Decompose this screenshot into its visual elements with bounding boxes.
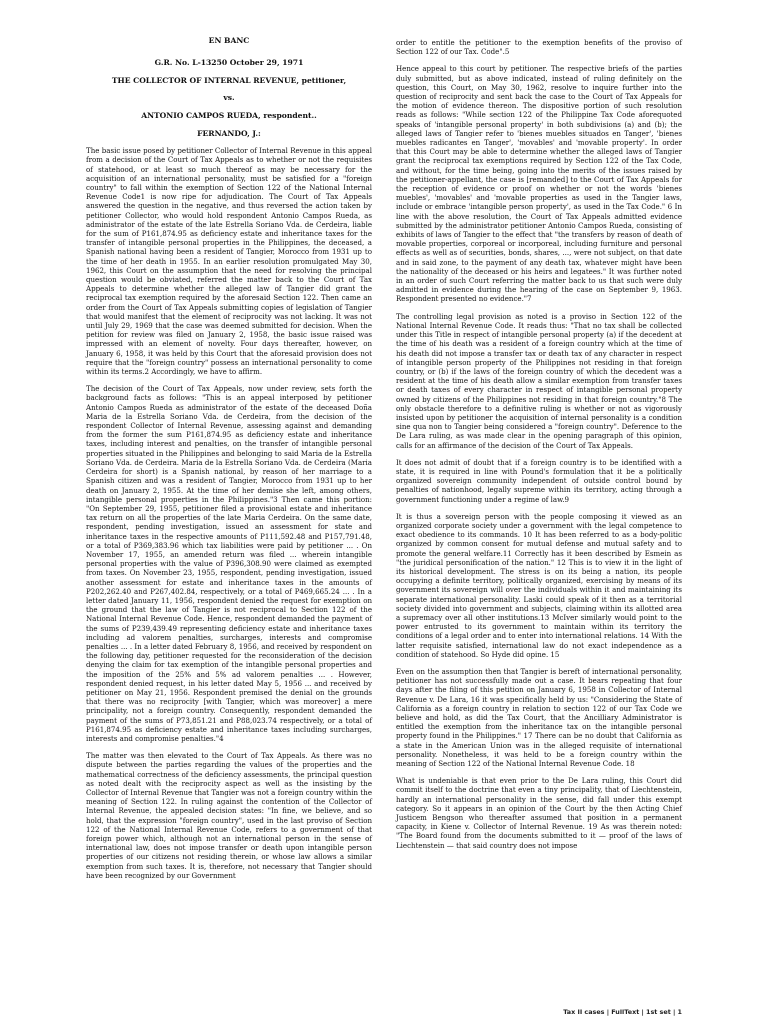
paragraph-right-1: order to entitle the petitioner to the exemption benefits of the proviso of Section 122 of our Tax. Code".5 [396,38,682,57]
page-footer: Tax II cases | FullText | 1st set | 1 [563,1008,682,1016]
paragraph-left-1: The basic issue posed by petitioner Collector of Internal Revenue in this appeal from a decision of the Court of Tax Appeals as to whether or not the requisites of statehood, or at least so much thereof as may be necessary for the acquisition of an international personality, must be satisfied for a "foreign country" to fall within the exemption of Section 122 of the National Internal Revenue Code1 is now ripe for adjudication. The Court of Tax Appeals answered the question in the negative, and thus reversed the action taken by petitioner Collector, who would hold respondent Antonio Campos Rueda, as administrator of the estate of the late Estrella Soriano Vda. de Cerdeira, liable for the sum of P161,874.95 as deficiency estate and inheritance taxes for the transfer of intangible personal properties in the Philippines, the deceased, a Spanish national having been a resident of Tangier, Morocco from 1931 up to the time of her death in 1955. In an earlier resolution promulgated May 30, 1962, this Court on the assumption that the need for resolving the principal question would be obviated, referred the matter back to the Court of Tax Appeals to determine whether the alleged law of Tangier did grant the reciprocal tax exemption required by the aforesaid Section 122. Then came an order from the Court of Tax Appeals submitting copies of legislation of Tangier that would manifest that the element of reciprocity was not lacking. It was not until July 29, 1969 that the case was deemed submitted for decision. When the petition for review was filed on January 2, 1958, the basic issue raised was impressed with an element of novelty. Four days thereafter, however, on January 6, 1958, it was held by this Court that the aforesaid provision does not require that the "foreign country" possess an international personality to come within its terms.2 Accordingly, we have to affirm. [86,146,372,377]
respondent: ANTONIO CAMPOS RUEDA, respondent.. [141,111,317,121]
ponente: FERNANDO, J.: [197,128,261,138]
right-column [396,38,682,858]
versus: vs. [223,93,235,103]
paragraph-right-7: What is undeniable is that even prior to the De Lara ruling, this Court did commit itself to the doctrine that even a tiny principality, that of Liechtenstein, hardly an international personality in the sense, did fall under this exempt category. So it appears in an opinion of the Court by the then Acting Chief Justicem Bengson who thereafter assumed that position in a permanent capacity, in Kiene v. Collector of Internal Revenue. 19 As was therein noted: "The Board found from the documents submitted to it — proof of the laws of Liechtenstein — that said country does not impose [396,776,682,850]
paragraph-right-3: The controlling legal provision as noted is a proviso in Section 122 of the National Internal Revenue Code. It reads thus: "That no tax shall be collected under this Title in respect of intangible personal property (a) if the decedent at the time of his death was a resident of a foreign country which at the time of his death did not impose a transfer tax or death tax of any character in respect of intangible person property of the Philippines not residing in that foreign country, or (b) if the laws of the foreign country of which the decedent was a resident at the time of his death allow a similar exemption from transfer taxes or death taxes of every character in respect of intangible personal property owned by citizens of the Philippines not residing in that foreign country."8 The only obstacle therefore to a definitive ruling is whether or not as vigorously insisted upon by petitioner the acquisition of internal personality is a condition sine qua non to Tangier being considered a "foreign country". Deference to the De Lara ruling, as was made clear in the opening paragraph of this opinion, calls for an affirmance of the decision of the Court of Tax Appeals. [396,311,682,450]
paragraph-right-5: It is thus a sovereign person with the people composing it viewed as an organized corporate society under a government with the legal competence to exact obedience to its commands. 10 It has been referred to as a body-politic organized by common consent for mutual defense and mutual safety and to promote the general welfare.11 Correctly has it been described by Esmein as "the juridical personification of the nation." 12 This is to view it in the light of its historical development. The stress is on its being a nation, its people occupying a definite territory, politically organized, exercising by means of its government its sovereign will over the individuals within it and maintaining its separate international personality. Laski could speak of it then as a territorial society divided into government and subjects, claiming within its allotted area a supremacy over all other institutions.13 McIver similarly would point to the power entrusted to its government to maintain within its territory the conditions of a legal order and to enter into international relations. 14 With the latter requisite satisfied, international law do not exact independence as a condition of statehood. So Hyde did opine. 15 [396,511,682,659]
petitioner: THE COLLECTOR OF INTERNAL REVENUE, petitioner, [111,75,347,85]
paragraph-right-4: It does not admit of doubt that if a foreign country is to be identified with a state, it is required in line with Pound's formulation that it be a politically organized sovereign community independent of outside control bound by penalties of nationhood, legally supreme within its territory, acting through a government functioning under a regime of law.9 [396,457,682,504]
paragraph-right-2: Hence appeal to this court by petitioner. The respective briefs of the parties duly submitted, but as above indicated, instead of ruling definitely on the question, this Court, on May 30, 1962, resolve to inquire further into the question of reciprocity and sent back the case to the Court of Tax Appeals for the motion of evidence thereon. The dispositive portion of such resolution reads as follows: "While section 122 of the Philippine Tax Code aforequoted speaks of 'intangible personal property' in both subdivisions (a) and (b); the alleged laws of Tangier refer to 'bienes muebles situados en Tanger', 'bienes muebles radicantes en Tanger', 'movables' and 'movable property'. In order that this Court may be able to determine whether the alleged laws of Tangier grant the reciprocal tax exemptions required by Section 122 of the Tax Code, and without, for the time being, going into the merits of the issues raised by the petitioner-appellant, the case is [remanded] to the Court of Tax Appeals for the reception of evidence or proof on whether or not the words 'bienes muebles', 'movables' and 'movable properties as used in the Tangier laws, include or embrace 'intangible person property', as used in the Tax Code." 6 In line with the above resolution, the Court of Tax Appeals admitted evidence submitted by the administrator petitioner Antonio Campos Rueda, consisting of exhibits of laws of Tangier to the effect that "the transfers by reason of death of movable properties, corporeal or incorporeal, including furniture and personal effects as well as of securities, bonds, shares, ..., were not subject, on that date and in said zone, to the payment of any death tax, whatever might have been the nationality of the deceased or his heirs and legatees." It was further noted in an order of such Court referring the matter back to us that such were duly admitted in evidence during the hearing of the case on September 9, 1963. Respondent presented no evidence."7 [396,64,682,304]
left-column [86,36,372,888]
case-header [86,36,372,121]
paragraph-left-2: The decision of the Court of Tax Appeals, now under review, sets forth the background facts as follows: "This is an appeal interposed by petitioner Antonio Campos Rueda as administrator of the estate of the deceased Doña Maria de la Estrella Soriano Vda. de Cerdeira, from the decision of the respondent Collector of Internal Revenue, assessing against and demanding from the former the sum P161,874.95 as deficiency estate and inheritance taxes, including interest and penalties, on the transfer of intangible personal properties situated in the Philippines and belonging to said Maria de la Estrella Soriano Vda. de Cerdeira. Maria de la Estrella Soriano Vda. de Cerdeira (Maria Cerdeira for short) is a Spanish national, by reason of her marriage to a Spanish citizen and was a resident of Tangier, Morocco from 1931 up to her death on January 2, 1955. At the time of her demise she left, among others, intangible personal properties in the Philippines."3 Then came this portion: "On September 29, 1955, petitioner filed a provisional estate and inheritance tax return on all the properties of the late Maria Cerdeira. On the same date, respondent, pending investigation, issued an assessment for state and inheritance taxes in the respective amounts of P111,592.48 and P157,791.48, or a total of P369,383.96 which tax liabilities were paid by petitioner ... . On November 17, 1955, an amended return was filed ... wherein intangible personal properties with the value of P396,308.90 were claimed as exempted from taxes. On November 23, 1955, respondent, pending investigation, issued another assessment for estate and inheritance taxes in the amounts of P202,262.40 and P267,402.84, respectively, or a total of P469,665.24 ... . In a letter dated January 11, 1956, respondent denied the request for exemption on the ground that the law of Tangier is not reciprocal to Section 122 of the National Internal Revenue Code. Hence, respondent demanded the payment of the sums of P239,439.49 representing deficiency estate and inheritance taxes including ad valorem penalties, surcharges, interests and compromise penalties ... . In a letter dated February 8, 1956, and received by respondent on the following day, petitioner requested for the reconsideration of the decision denying the claim for tax exemption of the intangible personal properties and the imposition of the 25% and 5% ad valorem penalties ... . However, respondent denied request, in his letter dated May 5, 1956 ... and received by petitioner on May 21, 1956. Respondent premised the denial on the grounds that there was no reciprocity [with Tangier, which was moreover] a mere principality, not a foreign country. Consequently, respondent demanded the payment of the sums of P73,851.21 and P88,023.74 respectively, or a total of P161,874.95 as deficiency estate and inheritance taxes including surcharges, interests and compromise penalties."4 [86,384,372,743]
court-division: EN BANC [208,36,250,45]
case-number: G.R. No. L-13250 October 29, 1971 [154,57,304,67]
paragraph-right-6: Even on the assumption then that Tangier is bereft of international personality, petitioner has not successfully made out a case. It bears repeating that four days after the filing of this petition on January 6, 1958 in Collector of Internal Revenue v. De Lara, 16 it was specifically held by us: "Considering the State of California as a foreign country in relation to section 122 of our Tax Code we believe and hold, as did the Tax Court, that the Ancilliary Administrator is entitled the exemption from the inheritance tax on the intangible personal property found in the Philippines." 17 There can be no doubt that California as a state in the American Union was in the alleged requisite of international personality. Nonetheless, it was held to be a foreign country within the meaning of Section 122 of the National Internal Revenue Code. 18 [396,667,682,769]
paragraph-left-3: The matter was then elevated to the Court of Tax Appeals. As there was no dispute between the parties regarding the values of the properties and the mathematical correctness of the deficiency assessments, the principal question as noted dealt with the reciprocity aspect as well as the insisting by the Collector of Internal Revenue that Tangier was not a foreign country within the meaning of Section 122. In ruling against the contention of the Collector of Internal Revenue, the appealed decision states: "In fine, we believe, and so hold, that the expression "foreign country", used in the last proviso of Section 122 of the National Internal Revenue Code, refers to a government of that foreign power which, although not an international person in the sense of international law, does not impose transfer or death upon intangible person properties of our citizens not residing therein, or whose law allows a similar exemption from such taxes. It is, therefore, not necessary that Tangier should have been recognized by our Government [86,751,372,880]
